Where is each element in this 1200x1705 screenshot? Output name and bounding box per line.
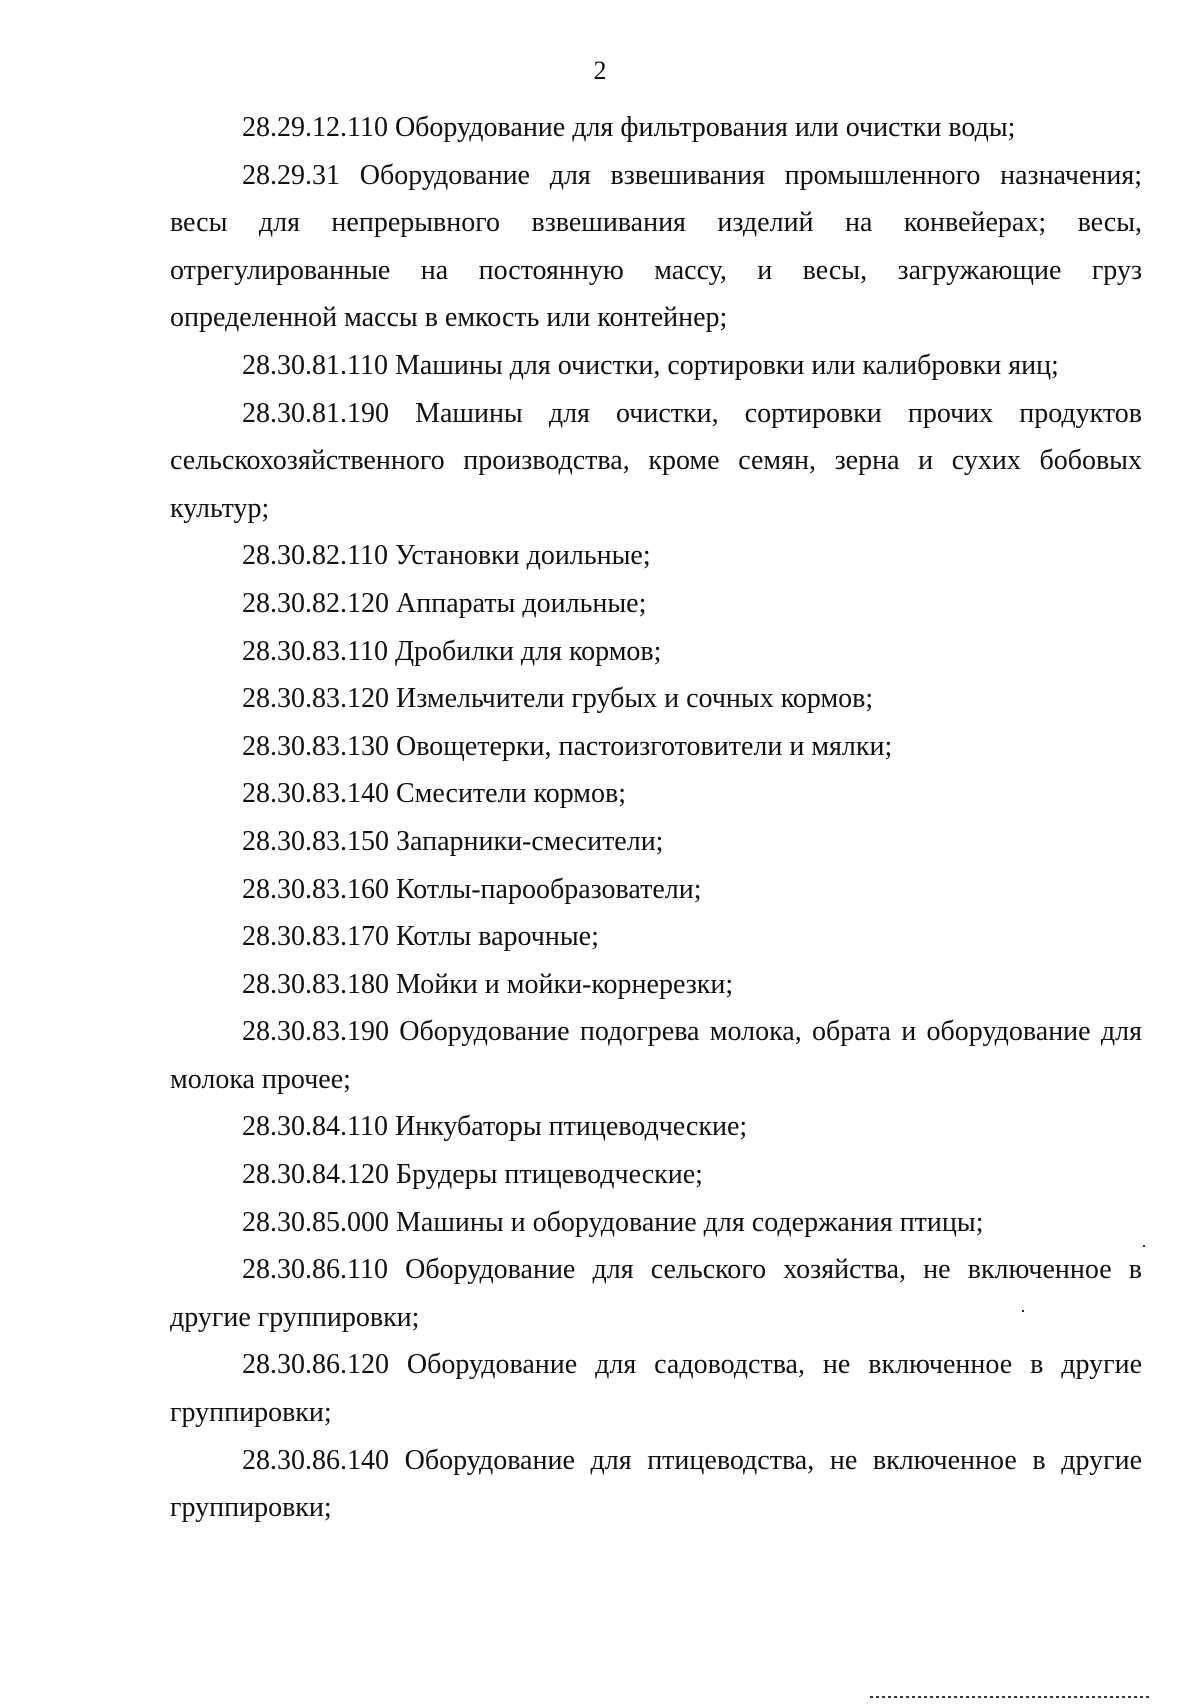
- list-item: 28.30.83.150 Запарники-смесители;: [242, 825, 664, 857]
- list-item: 28.30.83.120 Измельчители грубых и сочных кормов;: [242, 683, 874, 715]
- list-item: 28.30.82.120 Аппараты доильные;: [242, 587, 647, 619]
- list-item: 28.30.86.120 Оборудование для садоводства, не включенное в другие группировки;: [170, 1349, 1142, 1429]
- scan-edge-rule: [870, 1696, 1150, 1698]
- list-item: 28.30.81.190 Машины для очистки, сортировки прочих продуктов сельскохозяйственного производства, кроме семян, зерна и сухих бобовых культур;: [170, 397, 1142, 524]
- list-item: 28.29.12.110 Оборудование для фильтрования или очистки воды;: [242, 112, 1016, 143]
- list-item: 28.30.83.160 Котлы-парообразователи;: [242, 873, 702, 905]
- list-item: 28.30.86.110 Оборудование для сельского хозяйства, не включенное в другие группировки;: [170, 1254, 1142, 1333]
- list-item: 28.30.84.120 Брудеры птицеводческие;: [242, 1159, 703, 1191]
- list-item: 28.30.83.170 Котлы варочные;: [242, 921, 599, 953]
- document-body: [170, 104, 1142, 1532]
- page-number: 2: [593, 56, 607, 85]
- list-item: 28.30.82.110 Установки доильные;: [242, 540, 651, 572]
- list-item: 28.30.83.190 Оборудование подогрева молока, обрата и оборудование для молока прочее;: [170, 1016, 1142, 1095]
- scan-speck: [1143, 1245, 1145, 1247]
- scan-speck: [1022, 1310, 1024, 1312]
- list-item: 28.30.83.130 Овощетерки, пастоизготовители и мялки;: [242, 730, 893, 762]
- list-item: 28.30.83.140 Смесители кормов;: [242, 778, 627, 810]
- list-item: 28.30.84.110 Инкубаторы птицеводческие;: [242, 1111, 748, 1143]
- list-item: 28.29.31 Оборудование для взвешивания промышленного назначения; весы для непрерывного взвешивания изделий на конвейерах; весы, отрегулированные на постоянную массу, и весы, загружающие груз определенной массы в емкость или контейнер;: [170, 159, 1142, 334]
- list-item: 28.30.85.000 Машины и оборудование для содержания птицы;: [242, 1206, 984, 1238]
- list-item: 28.30.83.110 Дробилки для кормов;: [242, 635, 662, 667]
- list-item: 28.30.83.180 Мойки и мойки-корнерезки;: [242, 968, 734, 1000]
- list-item: 28.30.86.140 Оборудование для птицеводства, не включенное в другие группировки;: [170, 1444, 1142, 1524]
- list-item: 28.30.81.110 Машины для очистки, сортировки или калибровки яиц;: [242, 349, 1059, 381]
